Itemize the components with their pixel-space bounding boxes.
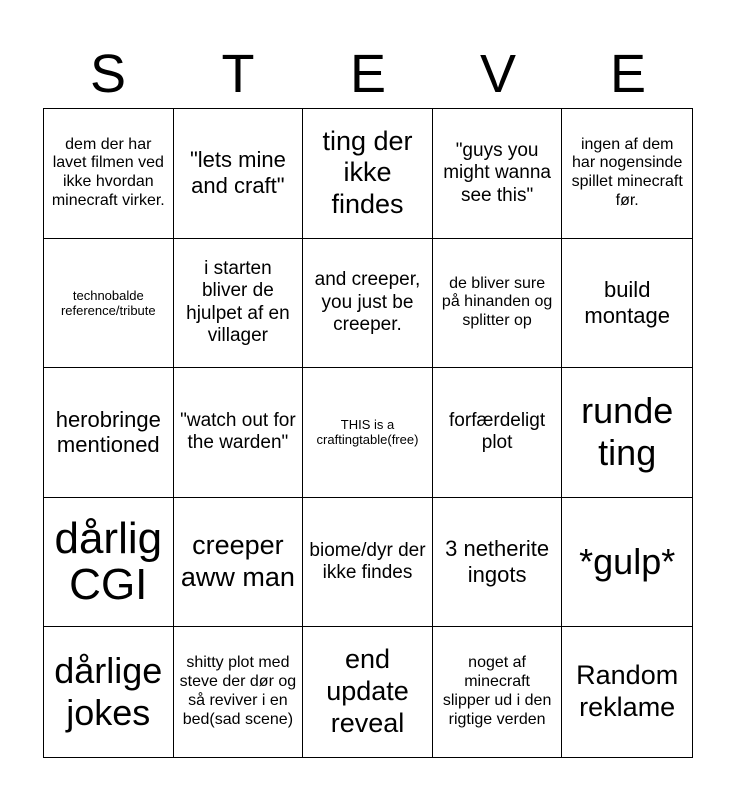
bingo-cell-r3c2[interactable]: "watch out for the warden": [174, 368, 304, 498]
bingo-cell-r4c4[interactable]: 3 netherite ingots: [433, 498, 563, 628]
header-letter-s: S: [89, 44, 127, 104]
bingo-cell-r1c4[interactable]: "guys you might wanna see this": [433, 109, 563, 239]
bingo-cell-r5c3[interactable]: end update reveal: [303, 627, 433, 757]
bingo-cell-r3c4[interactable]: forfærdeligt plot: [433, 368, 563, 498]
bingo-cell-r2c1[interactable]: technobalde reference/tribute: [44, 239, 174, 369]
bingo-cell-r5c4[interactable]: noget af minecraft slipper ud i den rigtige verden: [433, 627, 563, 757]
bingo-header: [43, 40, 693, 108]
bingo-cell-r5c2[interactable]: shitty plot med steve der dør og så reviver i en bed(sad scene): [174, 627, 304, 757]
header-letter-t: T: [221, 44, 255, 104]
bingo-cell-r3c5[interactable]: runde ting: [562, 368, 692, 498]
bingo-board: [43, 108, 693, 758]
bingo-cell-r5c5[interactable]: Random reklame: [576, 660, 679, 723]
bingo-cell-r2c4[interactable]: de bliver sure på hinanden og splitter op: [433, 239, 563, 369]
bingo-cell-r1c3[interactable]: ting der ikke findes: [303, 109, 433, 239]
bingo-cell-r4c3[interactable]: biome/dyr der ikke findes: [303, 498, 433, 628]
bingo-cell-r3c3[interactable]: THIS is a craftingtable(free): [303, 368, 433, 498]
bingo-cell-r4c1[interactable]: dårlig CGI: [44, 498, 174, 628]
bingo-cell-r5c1[interactable]: dårlige jokes: [44, 627, 174, 757]
bingo-cell-r2c3[interactable]: and creeper, you just be creeper.: [303, 239, 433, 369]
bingo-cell-r1c2[interactable]: "lets mine and craft": [174, 109, 304, 239]
header-letter-e: E: [349, 44, 387, 104]
bingo-cell-r1c1[interactable]: dem der har lavet filmen ved ikke hvordan minecraft virker.: [44, 109, 174, 239]
header-letter-e2: E: [609, 44, 647, 104]
bingo-cell-r2c2[interactable]: i starten bliver de hjulpet af en villager: [174, 239, 304, 369]
header-letter-v: V: [479, 44, 517, 104]
bingo-cell-r4c2[interactable]: creeper aww man: [174, 498, 304, 628]
bingo-cell-r1c5[interactable]: ingen af dem har nogensinde spillet minecraft før.: [562, 109, 692, 239]
bingo-cell-r4c5[interactable]: *gulp*: [562, 498, 692, 628]
bingo-cell-r3c1[interactable]: herobringe mentioned: [44, 368, 174, 498]
bingo-cell-r2c5[interactable]: build montage: [562, 239, 692, 369]
